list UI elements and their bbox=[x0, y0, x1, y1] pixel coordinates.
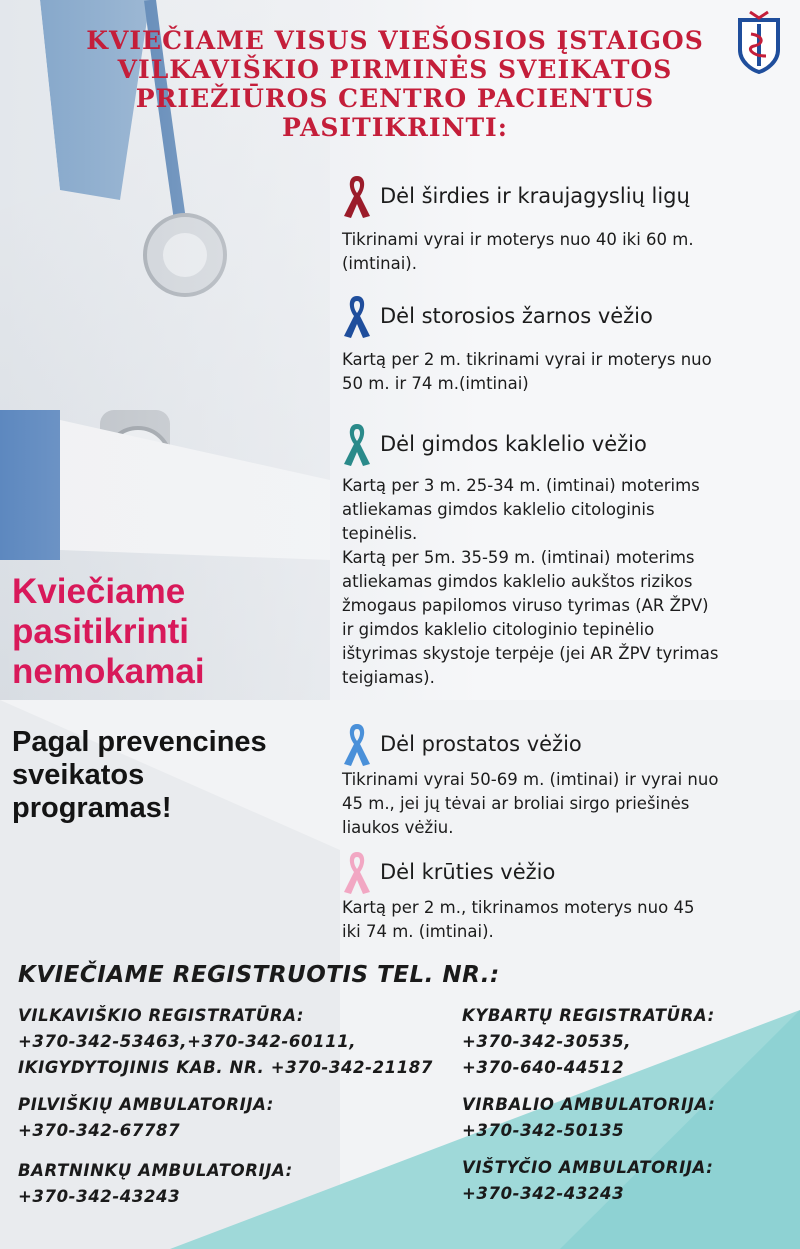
section-text-line: 50 m. ir 74 m.(imtinai) bbox=[342, 374, 529, 393]
contact-label: BARTNINKŲ AMBULATORIJA: bbox=[18, 1161, 293, 1180]
contact-label: VIŠTYČIO AMBULATORIJA: bbox=[462, 1158, 714, 1177]
section-description bbox=[342, 348, 790, 396]
section-description bbox=[342, 896, 790, 944]
section-prostate bbox=[340, 720, 790, 840]
section-text-line: atliekamas gimdos kaklelio aukštos rizikos bbox=[342, 572, 693, 591]
contact-vistycio bbox=[462, 1155, 713, 1207]
section-text-line: tepinėlis. bbox=[342, 524, 418, 543]
section-description bbox=[342, 228, 790, 276]
free-checkup-heading bbox=[12, 572, 205, 692]
section-text-line: 45 m., jei jų tėvai ar broliai sirgo priešinės bbox=[342, 794, 690, 813]
section-text-line: (imtinai). bbox=[342, 254, 417, 273]
contact-bartninku bbox=[18, 1158, 293, 1210]
section-text-line: Tikrinami vyrai ir moterys nuo 40 iki 60 m. bbox=[342, 230, 694, 249]
section-text-line: Kartą per 5m. 35-59 m. (imtinai) moterims bbox=[342, 548, 695, 567]
contact-vilkaviskio bbox=[18, 1003, 433, 1081]
promo-line: pasitikrinti bbox=[12, 612, 189, 651]
section-text-line: iki 74 m. (imtinai). bbox=[342, 922, 494, 941]
contact-phone[interactable]: +370-342-43243 bbox=[18, 1187, 181, 1206]
blue-ribbon-icon bbox=[340, 292, 374, 340]
contact-phone[interactable]: IKIGYDYTOJINIS KAB. NR. +370-342-21187 bbox=[18, 1058, 433, 1077]
header-title-line: KVIEČIAME VISUS VIEŠOSIOS ĮSTAIGOS bbox=[86, 26, 704, 55]
section-title: Dėl prostatos vėžio bbox=[380, 732, 582, 756]
contact-phone[interactable]: +370-342-43243 bbox=[462, 1184, 625, 1203]
section-colon bbox=[340, 292, 790, 396]
section-text-line: atliekamas gimdos kaklelio citologinis bbox=[342, 500, 655, 519]
contact-pilviskiu bbox=[18, 1092, 274, 1144]
section-text-line: ir gimdos kaklelio citologinio tepinėlio bbox=[342, 620, 655, 639]
promo-line: nemokamai bbox=[12, 652, 205, 691]
header-title-line: VILKAVIŠKIO PIRMINĖS SVEIKATOS bbox=[117, 55, 673, 84]
section-text-line: liaukos vėžiu. bbox=[342, 818, 454, 837]
contact-phone[interactable]: +370-342-53463,+370-342-60111, bbox=[18, 1032, 357, 1051]
contact-label: KYBARTŲ REGISTRATŪRA: bbox=[462, 1006, 715, 1025]
contact-virbalio bbox=[462, 1092, 715, 1144]
section-breast bbox=[340, 848, 790, 944]
header-title bbox=[40, 26, 750, 142]
promo-line: programas! bbox=[12, 792, 172, 824]
section-text-line: teigiamas). bbox=[342, 668, 435, 687]
section-text-line: Tikrinami vyrai 50-69 m. (imtinai) ir vyrai nuo bbox=[342, 770, 719, 789]
section-description bbox=[342, 768, 790, 840]
promo-line: Kviečiame bbox=[12, 572, 186, 611]
header-title-line: PRIEŽIŪROS CENTRO PACIENTUS bbox=[135, 84, 655, 113]
contact-phone[interactable]: +370-640-44512 bbox=[462, 1058, 625, 1077]
registration-title: KVIEČIAME REGISTRUOTIS TEL. NR.: bbox=[18, 962, 500, 988]
programs-heading bbox=[12, 726, 267, 825]
contact-phone[interactable]: +370-342-50135 bbox=[462, 1121, 625, 1140]
contact-label: VIRBALIO AMBULATORIJA: bbox=[462, 1095, 716, 1114]
contact-label: VILKAVIŠKIO REGISTRATŪRA: bbox=[18, 1006, 305, 1025]
section-text-line: Kartą per 2 m., tikrinamos moterys nuo 45 bbox=[342, 898, 695, 917]
contact-phone[interactable]: +370-342-67787 bbox=[18, 1121, 181, 1140]
header-title-line: PASITIKRINTI: bbox=[281, 113, 508, 142]
section-title: Dėl storosios žarnos vėžio bbox=[380, 304, 653, 328]
section-cervical bbox=[340, 420, 790, 690]
contact-phone[interactable]: +370-342-30535, bbox=[462, 1032, 632, 1051]
section-text-line: žmogaus papilomos viruso tyrimas (AR ŽPV) bbox=[342, 596, 709, 615]
promo-line: Pagal prevencines bbox=[12, 726, 267, 758]
section-heart bbox=[340, 172, 790, 276]
section-text-line: Kartą per 3 m. 25-34 m. (imtinai) moterims bbox=[342, 476, 700, 495]
contact-kybartu bbox=[462, 1003, 715, 1081]
section-title: Dėl širdies ir kraujagyslių ligų bbox=[380, 184, 690, 208]
teal-ribbon-icon bbox=[340, 420, 374, 468]
section-text-line: ištyrimas skystoje terpėje (jei AR ŽPV tyrimas bbox=[342, 644, 719, 663]
promo-line: sveikatos bbox=[12, 759, 145, 791]
contact-label: PILVIŠKIŲ AMBULATORIJA: bbox=[18, 1095, 274, 1114]
section-text-line: Kartą per 2 m. tikrinami vyrai ir moterys nuo bbox=[342, 350, 712, 369]
section-title: Dėl krūties vėžio bbox=[380, 860, 556, 884]
section-description bbox=[342, 474, 790, 690]
pink-ribbon-icon bbox=[340, 848, 374, 896]
light-blue-ribbon-icon bbox=[340, 720, 374, 768]
red-ribbon-icon bbox=[340, 172, 374, 220]
section-title: Dėl gimdos kaklelio vėžio bbox=[380, 432, 647, 456]
